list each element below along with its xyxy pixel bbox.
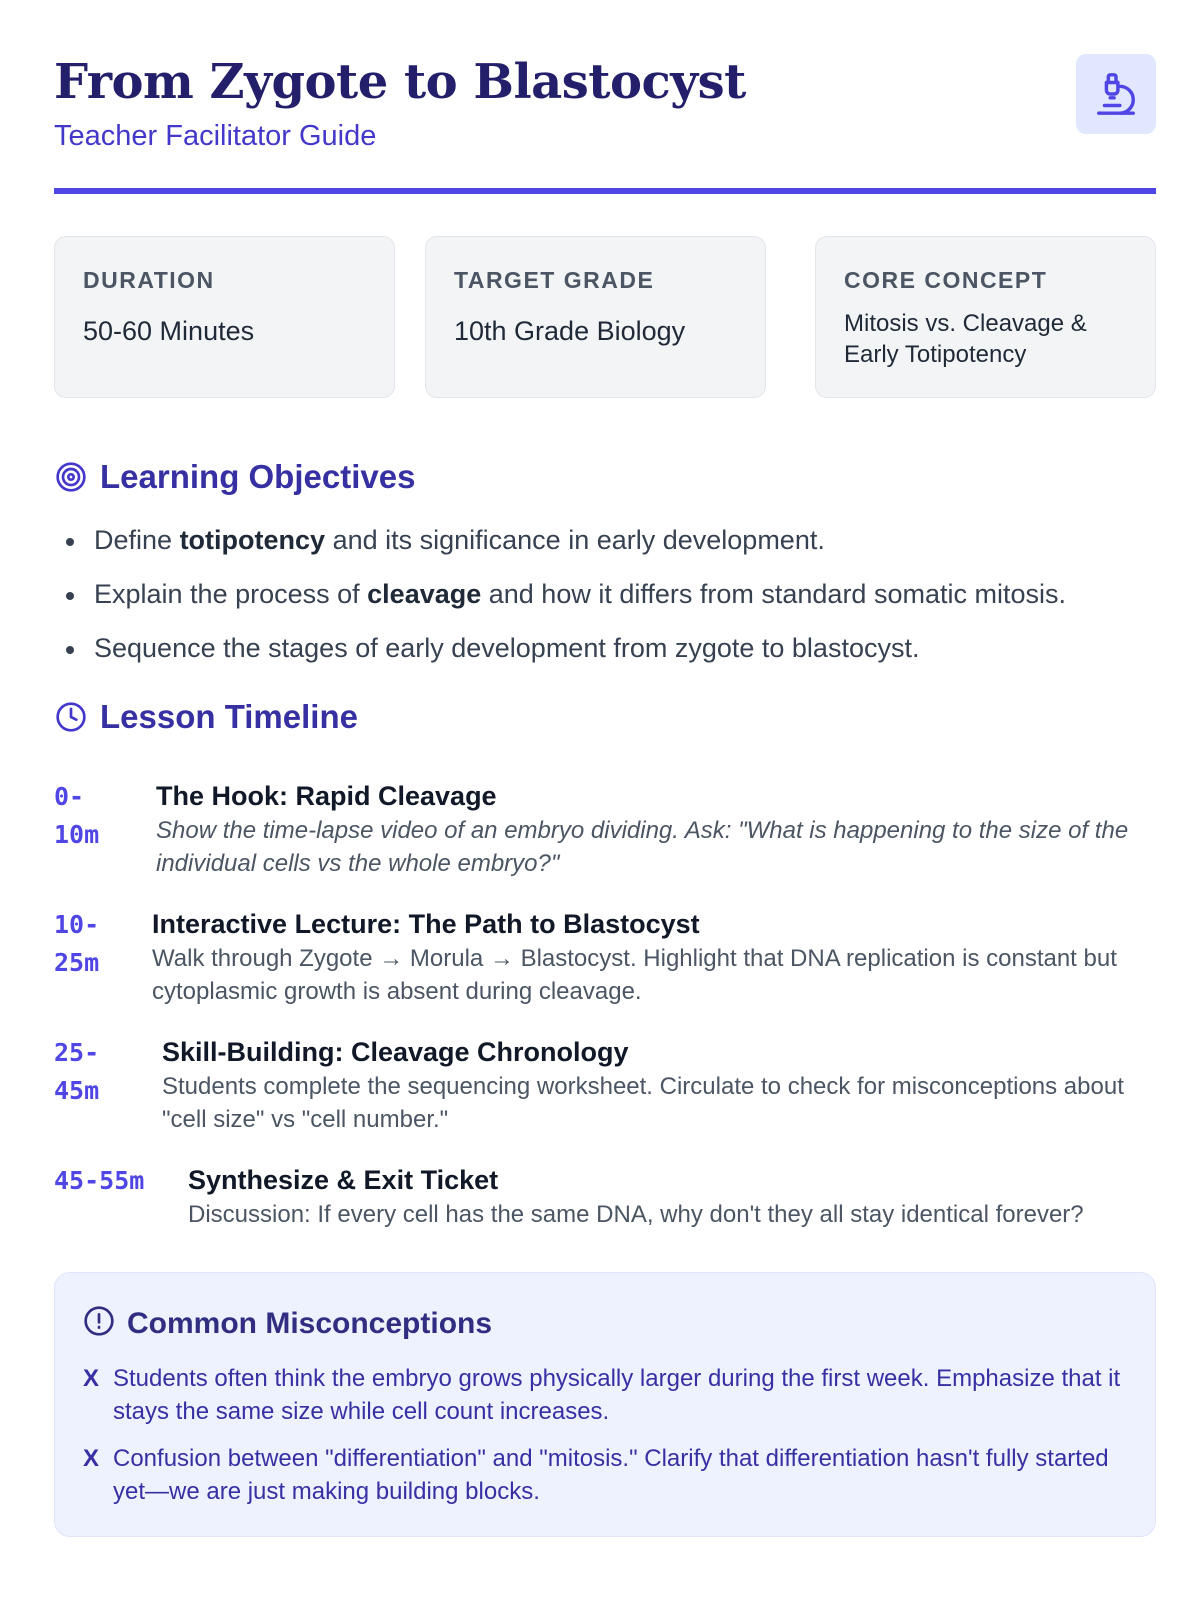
- objective-text: Define: [94, 525, 180, 555]
- list-item: [54, 628, 1156, 682]
- timeline-time: 10- 25m: [54, 910, 100, 977]
- target-grade-card: [425, 236, 766, 398]
- core-concept-card: [815, 236, 1156, 398]
- list-item: [54, 574, 1156, 628]
- timeline-title: Synthesize & Exit Ticket: [188, 1165, 499, 1195]
- section-title: Lesson Timeline: [100, 698, 358, 735]
- timeline-time: 0- 10m: [54, 782, 100, 849]
- objective-text: Explain the process of: [94, 579, 368, 609]
- timeline-item: [54, 1034, 1156, 1144]
- objective-keyword: cleavage: [367, 579, 482, 609]
- timeline-item: [54, 778, 1156, 888]
- timeline-description: Show the time-lapse video of an embryo dividing. Ask: "What is happening to the size of the individual cells vs the whole embryo?": [156, 817, 1129, 877]
- alert-circle-icon: [83, 1305, 115, 1342]
- timeline-time: 25- 45m: [54, 1038, 100, 1105]
- objective-text: Sequence the stages of early development from zygote to blastocyst.: [94, 633, 920, 663]
- list-item: [83, 1362, 1127, 1428]
- x-marker-icon: X: [83, 1445, 100, 1472]
- section-title: Common Misconceptions: [127, 1306, 493, 1340]
- timeline-description: Walk through Zygote → Morula → Blastocyst. Highlight that DNA replication is constant but cytoplasmic growth is absent during cleavage.: [152, 945, 1117, 1005]
- timeline-description: Discussion: If every cell has the same DNA, why don't they all stay identical forever?: [188, 1201, 1084, 1228]
- lesson-guide-page: [54, 0, 1156, 1600]
- page-header: [54, 54, 1156, 194]
- objectives-heading: [54, 458, 415, 496]
- duration-card: [54, 236, 395, 398]
- section-title: Learning Objectives: [100, 458, 416, 495]
- target-icon: [54, 460, 88, 494]
- timeline-title: Interactive Lecture: The Path to Blastocyst: [152, 909, 700, 939]
- microscope-icon-badge: [1076, 54, 1156, 134]
- card-value: 10th Grade Biology: [454, 316, 686, 346]
- timeline-body: [188, 1162, 1156, 1231]
- misconception-text: Students often think the embryo grows physically larger during the first week. Emphasize that it stays the same size while cell count increases.: [113, 1365, 1121, 1425]
- timeline-item: [54, 1162, 1156, 1242]
- misconceptions-heading: [83, 1305, 1127, 1342]
- microscope-icon: [1093, 71, 1139, 117]
- card-value: Mitosis vs. Cleavage & Early Totipotency: [844, 310, 1087, 368]
- objectives-list: [54, 520, 1156, 682]
- clock-icon: [54, 700, 88, 734]
- objective-text: and its significance in early development.: [325, 525, 825, 555]
- timeline-time: 45-55m: [54, 1166, 145, 1195]
- timeline-title: The Hook: Rapid Cleavage: [156, 781, 497, 811]
- misconceptions-list: [83, 1362, 1127, 1508]
- page-title: From Zygote to Blastocyst: [54, 54, 746, 110]
- timeline-body: [156, 778, 1156, 880]
- timeline-body: [152, 906, 1156, 1008]
- list-item: [54, 520, 1156, 574]
- timeline-body: [162, 1034, 1156, 1136]
- header-divider: [54, 188, 1156, 194]
- objective-keyword: totipotency: [179, 525, 326, 555]
- card-label: DURATION: [83, 267, 215, 293]
- timeline-title: Skill-Building: Cleavage Chronology: [162, 1037, 629, 1067]
- x-marker-icon: X: [83, 1365, 100, 1392]
- info-cards: [54, 236, 1156, 398]
- page-subtitle: Teacher Facilitator Guide: [54, 120, 377, 152]
- timeline-description: Students complete the sequencing worksheet. Circulate to check for misconceptions about "cell size" vs "cell number.": [162, 1073, 1124, 1133]
- card-value: 50-60 Minutes: [83, 316, 255, 346]
- timeline-item: [54, 906, 1156, 1016]
- misconceptions-panel: [54, 1272, 1156, 1537]
- card-label: CORE CONCEPT: [844, 267, 1048, 293]
- list-item: [83, 1442, 1127, 1508]
- card-label: TARGET GRADE: [454, 267, 655, 293]
- misconception-text: Confusion between "differentiation" and "mitosis." Clarify that differentiation hasn't fully started yet—we are just making building blocks.: [113, 1445, 1109, 1505]
- objective-text: and how it differs from standard somatic mitosis.: [481, 579, 1066, 609]
- timeline-heading: [54, 698, 358, 736]
